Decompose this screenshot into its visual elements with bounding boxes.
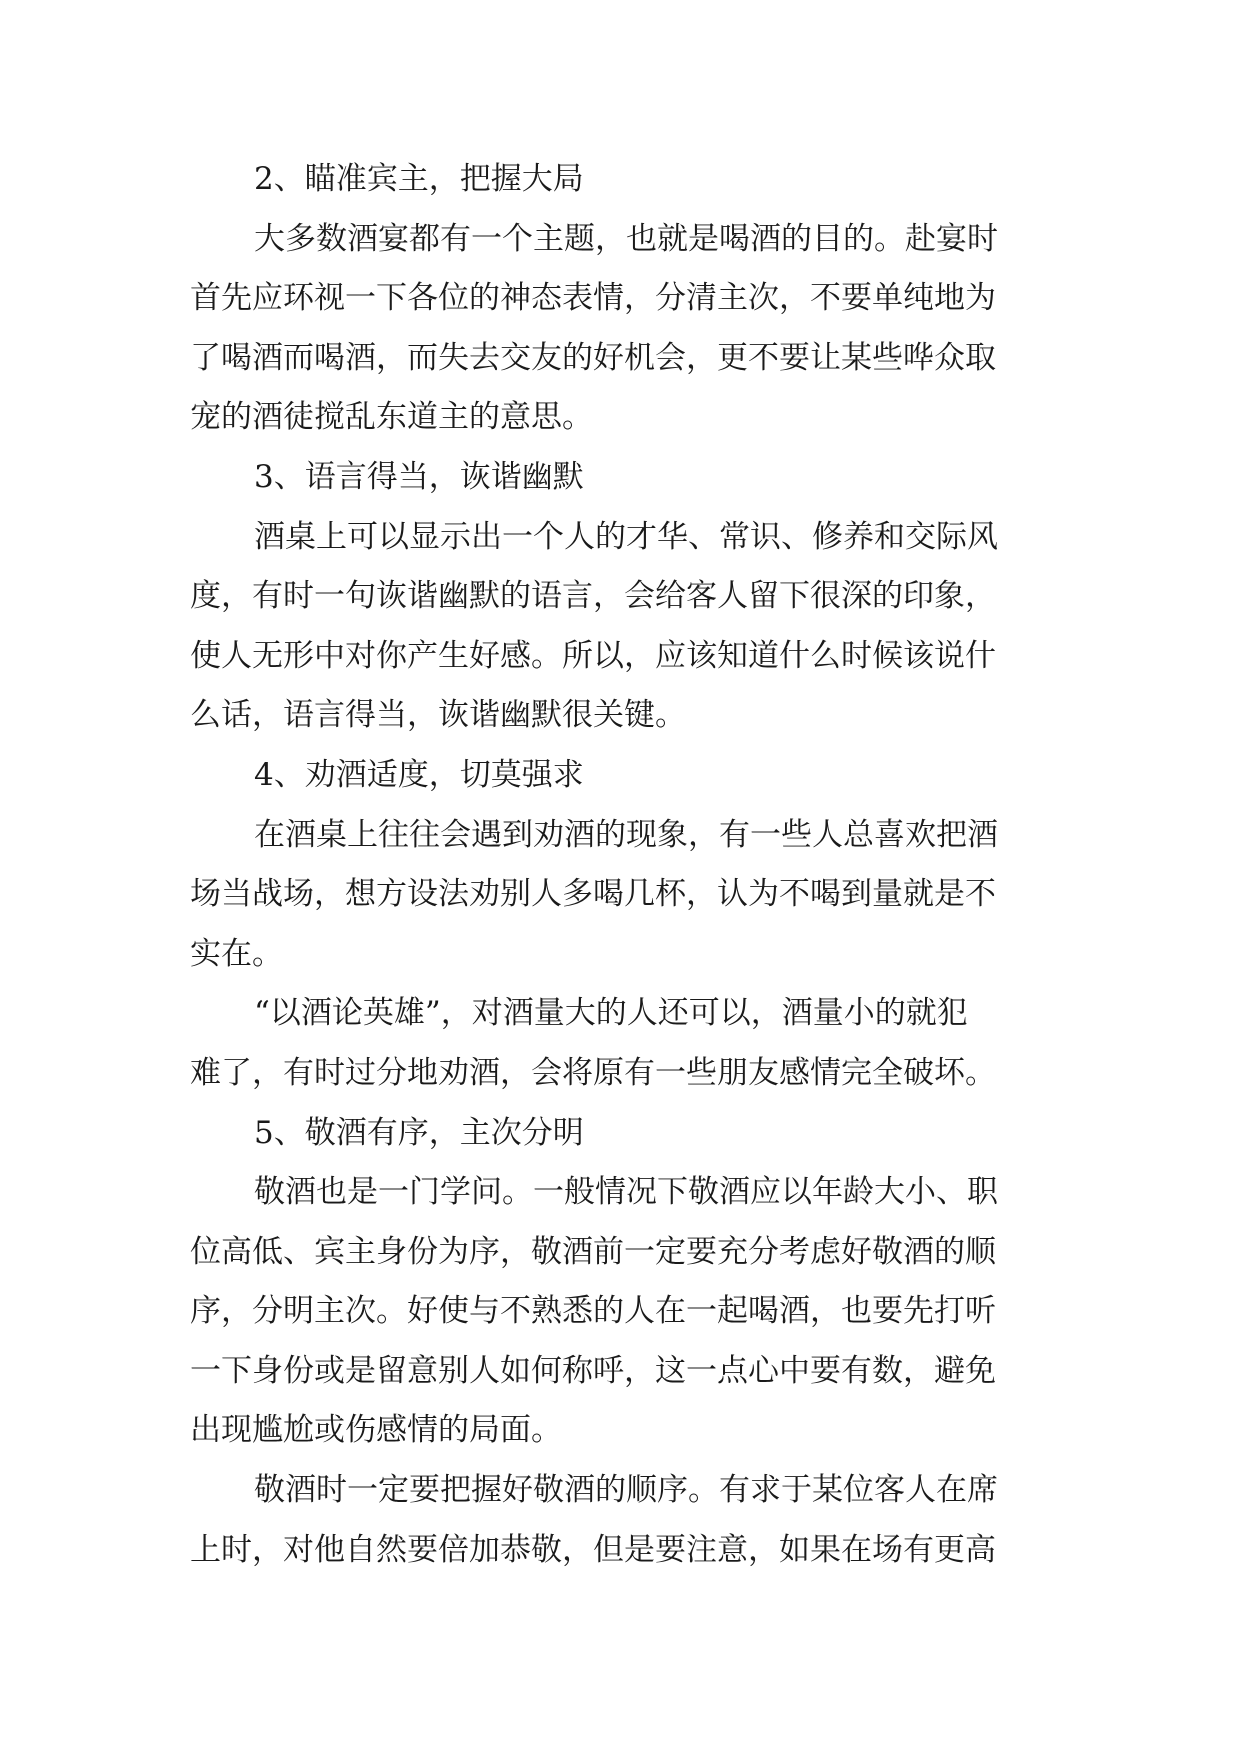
text-line: “以酒论英雄”，对酒量大的人还可以，酒量小的就犯 (254, 995, 968, 1032)
text-line: 使人无形中对你产生好感。所以，应该知道什么时候该说什 (190, 637, 996, 674)
text-line: 宠的酒徒搅乱东道主的意思。 (190, 399, 593, 436)
text-line: 上时，对他自然要倍加恭敬，但是要注意，如果在场有更高 (190, 1531, 996, 1568)
text-line: 一下身份或是留意别人如何称呼，这一点心中要有数，避免 (190, 1352, 996, 1389)
text-line: 难了，有时过分地劝酒，会将原有一些朋友感情完全破坏。 (190, 1054, 996, 1091)
document-body (190, 150, 1052, 1580)
text-line: 序，分明主次。好使与不熟悉的人在一起喝酒，也要先打听 (190, 1293, 996, 1330)
text-line: 5、敬酒有序，主次分明 (254, 1114, 584, 1151)
text-line: 在酒桌上往往会遇到劝酒的现象，有一些人总喜欢把酒 (254, 816, 998, 853)
text-line: 2、瞄准宾主，把握大局 (254, 161, 584, 197)
text-line: 大多数酒宴都有一个主题，也就是喝酒的目的。赴宴时 (254, 220, 998, 257)
text-line: 出现尴尬或伤感情的局面。 (190, 1412, 562, 1449)
text-line: 了喝酒而喝酒，而失去交友的好机会，更不要让某些哗众取 (190, 339, 996, 376)
text-line: 场当战场，想方设法劝别人多喝几杯，认为不喝到量就是不 (190, 876, 996, 913)
text-line: 么话，语言得当，诙谐幽默很关键。 (190, 697, 686, 734)
text-line: 敬酒时一定要把握好敬酒的顺序。有求于某位客人在席 (254, 1472, 998, 1509)
text-line: 酒桌上可以显示出一个人的才华、常识、修养和交际风 (254, 518, 998, 555)
text-line: 3、语言得当，诙谐幽默 (254, 458, 584, 495)
text-line: 度，有时一句诙谐幽默的语言，会给客人留下很深的印象， (190, 578, 996, 615)
text-line: 实在。 (190, 935, 283, 972)
text-line: 4、劝酒适度，切莫强求 (254, 756, 584, 793)
text-line: 位高低、宾主身份为序，敬酒前一定要充分考虑好敬酒的顺 (190, 1233, 996, 1270)
text-line: 敬酒也是一门学问。一般情况下敬酒应以年龄大小、职 (254, 1174, 998, 1211)
text-line: 首先应环视一下各位的神态表情，分清主次，不要单纯地为 (190, 280, 996, 317)
